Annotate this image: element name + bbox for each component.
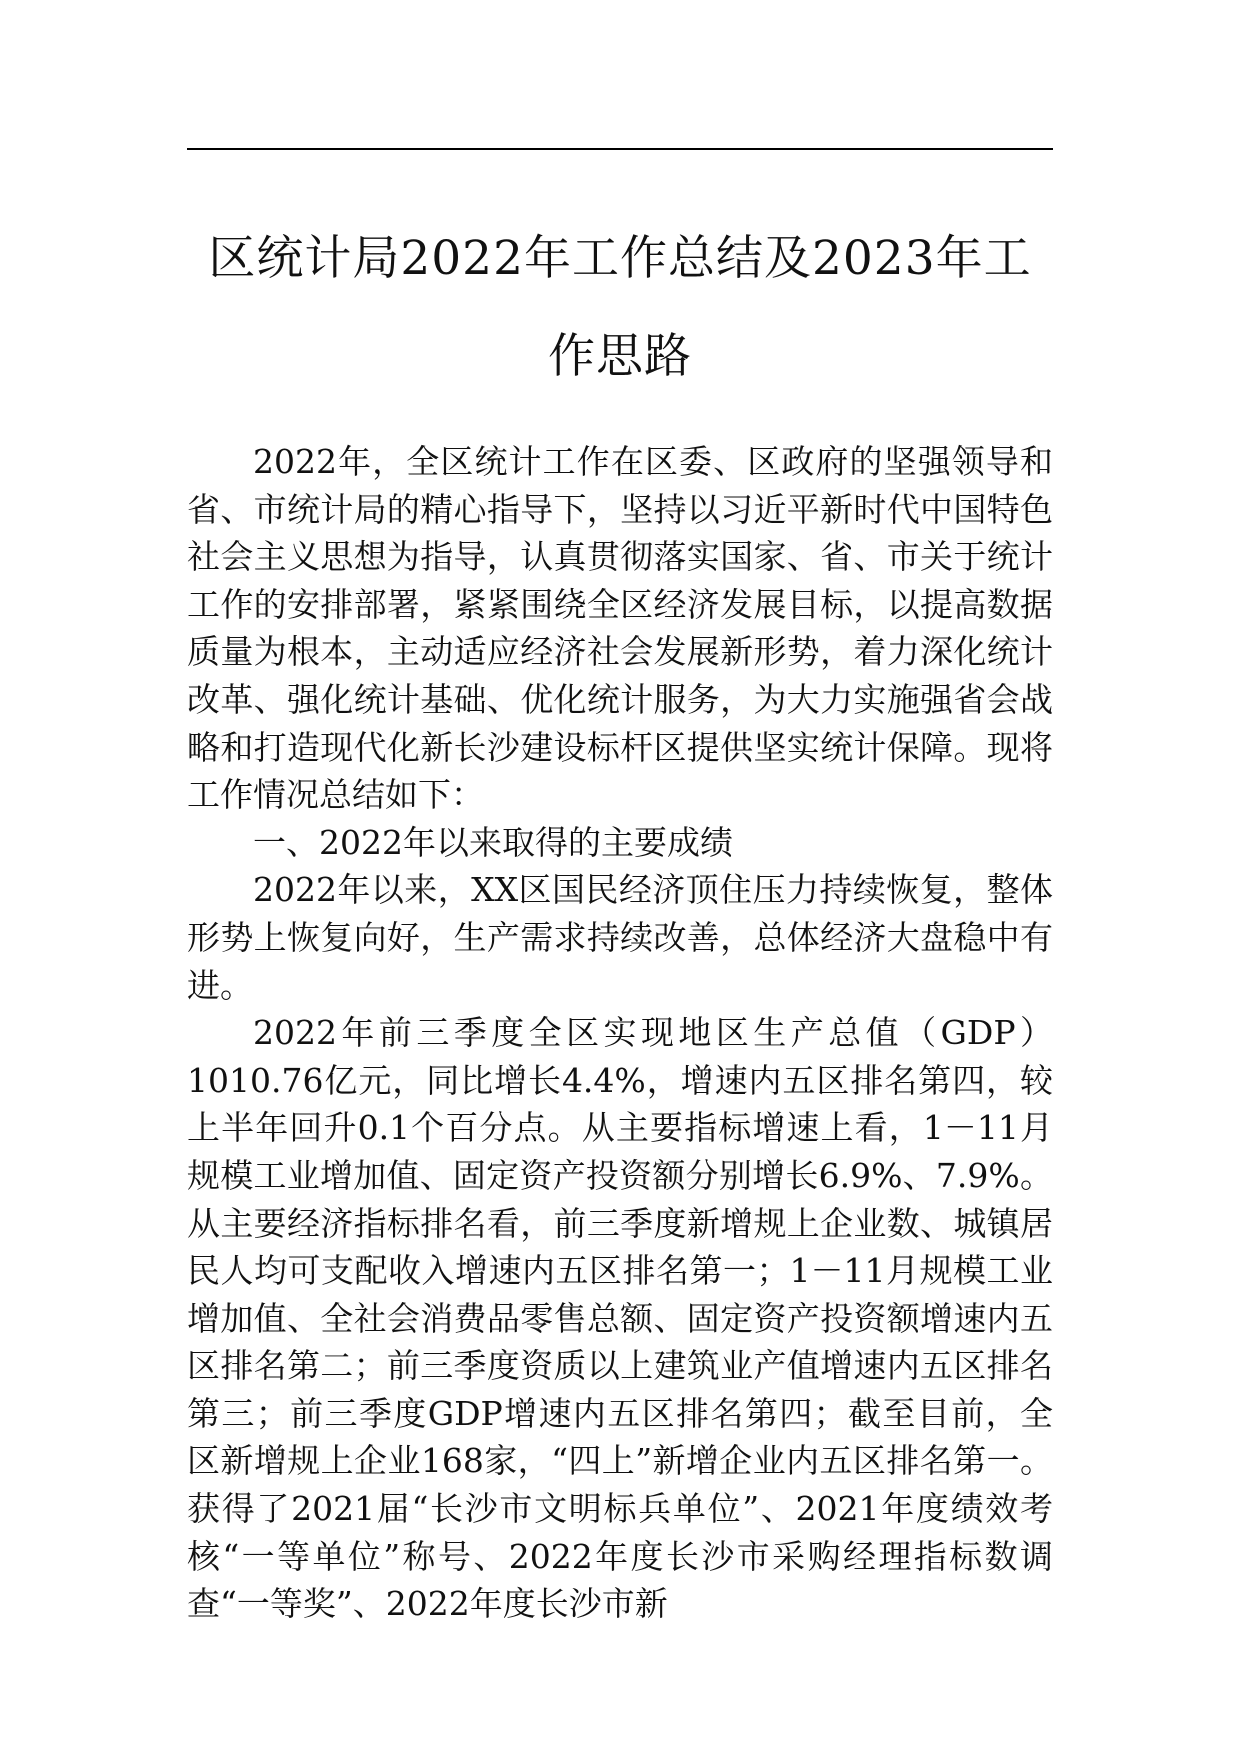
paragraph-gdp: 2022年前三季度全区实现地区生产总值（GDP）1010.76亿元，同比增长4.4%，增速内五区排名第四，较上半年回升0.1个百分点。从主要指标增速上看，1－11月规模工业增加值、固定资产投资额分别增长6.9%、7.9%。从主要经济指标排名看，前三季度新增规上企业数、城镇居民人均可支配收入增速内五区排名第一；1－11月规模工业增加值、全社会消费品零售总额、固定资产投资额增速内五区排名第二；前三季度资质以上建筑业产值增速内五区排名第三；前三季度GDP增速内五区排名第四；截至目前，全区新增规上企业168家，“四上”新增企业内五区排名第一。获得了2021届“长沙市文明标兵单位”、2021年度绩效考核“一等单位”称号、2022年度长沙市采购经理指标数调查“一等奖”、2022年度长沙市新 xyxy=(187,1013,1053,1624)
document-title: 区统计局2022年工作总结及2023年工作思路 xyxy=(208,231,1032,384)
paragraph-overview: 2022年以来，XX区国民经济顶住压力持续恢复，整体形势上恢复向好，生产需求持续改善，总体经济大盘稳中有进。 xyxy=(187,870,1053,1005)
paragraph-intro: 2022年，全区统计工作在区委、区政府的坚强领导和省、市统计局的精心指导下，坚持以习近平新时代中国特色社会主义思想为指导，认真贯彻落实国家、省、市关于统计工作的安排部署，紧紧围绕全区经济发展目标，以提高数据质量为根本，主动适应经济社会发展新形势，着力深化统计改革、强化统计基础、优化统计服务，为大力实施强省会战略和打造现代化新长沙建设标杆区提供坚实统计保障。现将工作情况总结如下： xyxy=(187,442,1053,815)
section-heading: 一、2022年以来取得的主要成绩 xyxy=(253,822,733,862)
header-rule xyxy=(187,148,1053,150)
document-body xyxy=(187,438,1053,1628)
